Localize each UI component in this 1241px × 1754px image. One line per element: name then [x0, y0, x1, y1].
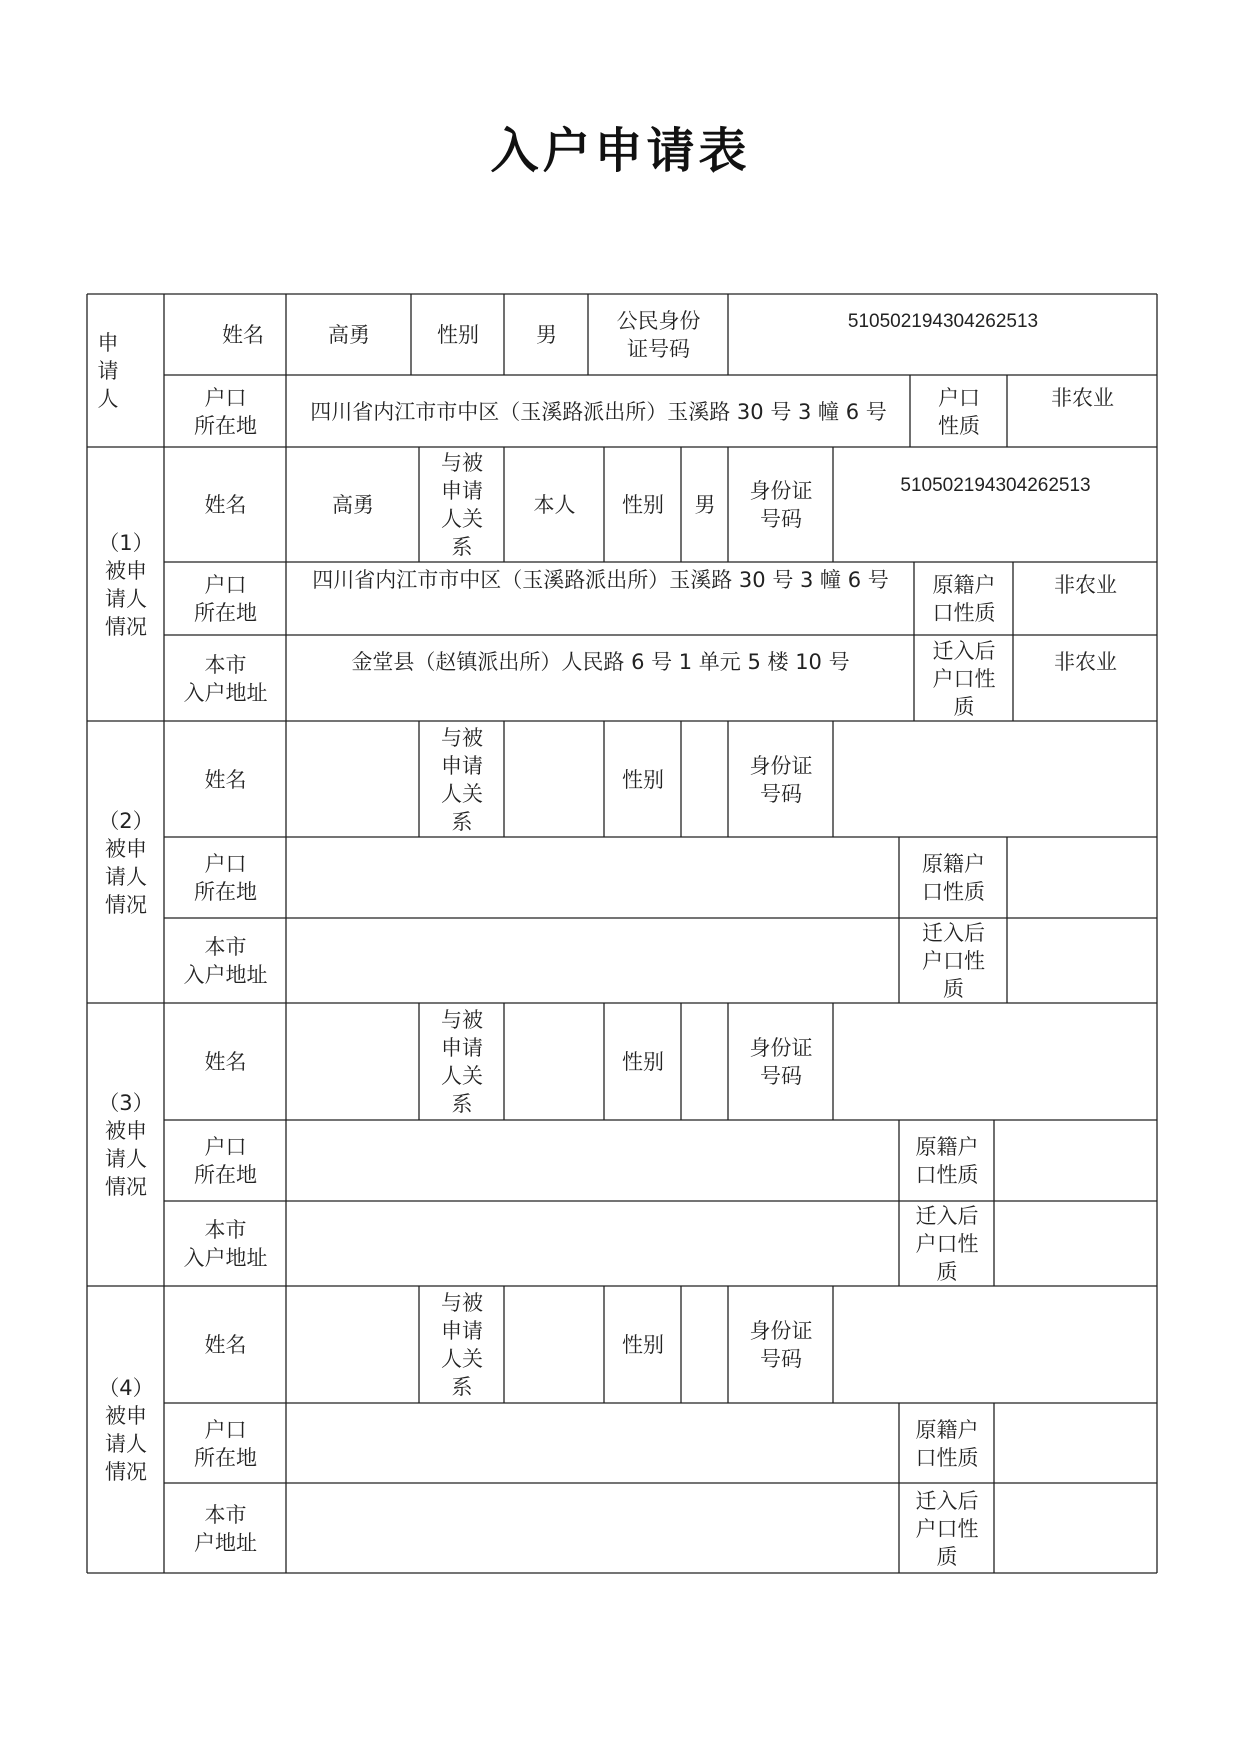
applicant-hukou-type-label: 户口 性质	[938, 385, 980, 438]
person3-gender-label: 性别	[622, 1050, 664, 1074]
person2-orig-type-field[interactable]	[1008, 838, 1157, 918]
person2-section-label: （2） 被申 请人 情况	[98, 808, 154, 917]
person3-name-label: 姓名	[204, 1050, 247, 1074]
person2-id-label: 身份证 号码	[749, 753, 813, 806]
applicant-id-field[interactable]: 510502194304262513	[847, 311, 1039, 332]
applicant-name-field[interactable]: 高勇	[328, 323, 370, 347]
person3-relation-label: 与被 申请 人关 系	[441, 1008, 483, 1116]
person2-hukou-label: 户口 所在地	[194, 852, 257, 904]
applicant-gender-label: 性别	[437, 323, 479, 347]
page-title: 入户申请表	[490, 123, 751, 179]
person4-new-type-label: 迁入后 户口性 质	[915, 1488, 979, 1569]
person4-new-type-field[interactable]	[995, 1484, 1157, 1573]
person3-orig-type-label: 原籍户 口性质	[915, 1135, 979, 1187]
person1-hukou-label: 户口 所在地	[194, 573, 257, 625]
person2-name-field[interactable]	[287, 722, 419, 837]
person3-orig-type-field[interactable]	[995, 1121, 1157, 1201]
person1-id-field[interactable]: 510502194304262513	[900, 475, 1091, 496]
person1-new-address-label: 本市 入户地址	[183, 652, 268, 705]
applicant-gender-field[interactable]: 男	[536, 323, 557, 347]
person1-orig-type-field[interactable]: 非农业	[1054, 573, 1117, 597]
person3-relation-field[interactable]	[505, 1004, 604, 1120]
person1-orig-type-label: 原籍户 口性质	[932, 573, 996, 625]
person4-relation-field[interactable]	[505, 1287, 604, 1403]
person3-id-label: 身份证 号码	[749, 1036, 813, 1088]
person3-new-address-label: 本市 入户地址	[183, 1218, 268, 1270]
applicant-hukou-type-field[interactable]: 非农业	[1051, 386, 1114, 410]
person4-name-label: 姓名	[204, 1333, 247, 1357]
applicant-name-label: 姓名	[222, 323, 264, 347]
person4-id-field[interactable]	[834, 1287, 1157, 1403]
person1-name-field[interactable]: 高勇	[332, 493, 374, 517]
applicant-section-label: 申 请 人	[97, 331, 119, 411]
person3-new-address-field[interactable]	[287, 1202, 899, 1286]
person2-id-field[interactable]	[834, 722, 1157, 837]
person4-orig-type-field[interactable]	[995, 1404, 1157, 1483]
applicant-hukou-label: 户口 所在地	[194, 385, 257, 438]
person4-hukou-label: 户口 所在地	[194, 1417, 257, 1470]
person1-name-label: 姓名	[204, 493, 247, 517]
person4-new-address-field[interactable]	[287, 1484, 899, 1573]
person3-new-type-label: 迁入后 户口性 质	[915, 1204, 979, 1284]
person1-new-address-field[interactable]: 金堂县（赵镇派出所）人民路 6 号 1 单元 5 楼 10 号	[351, 650, 850, 674]
applicant-hukou-field[interactable]: 四川省内江市市中区（玉溪路派出所）玉溪路 30 号 3 幢 6 号	[310, 399, 887, 424]
person2-relation-label: 与被 申请 人关 系	[441, 725, 483, 834]
person1-hukou-field[interactable]: 四川省内江市市中区（玉溪路派出所）玉溪路 30 号 3 幢 6 号	[312, 568, 889, 592]
person4-section-label: （4） 被申 请人 情况	[98, 1376, 154, 1484]
person4-relation-label: 与被 申请 人关 系	[441, 1291, 483, 1399]
person1-gender-label: 性别	[622, 493, 664, 517]
person2-new-type-label: 迁入后 户口性 质	[922, 921, 985, 1001]
person3-hukou-label: 户口 所在地	[194, 1135, 257, 1187]
person2-new-address-field[interactable]	[287, 919, 899, 1003]
person4-hukou-field[interactable]	[287, 1404, 899, 1483]
person2-new-address-label: 本市 入户地址	[183, 935, 268, 987]
person2-gender-field[interactable]	[682, 722, 728, 837]
person1-gender-field[interactable]: 男	[694, 493, 716, 517]
person1-new-type-label: 迁入后 户口性 质	[932, 638, 996, 719]
person1-relation-field[interactable]: 本人	[533, 493, 576, 517]
person3-id-field[interactable]	[834, 1004, 1157, 1120]
person4-id-label: 身份证 号码	[749, 1319, 813, 1371]
person4-name-field[interactable]	[287, 1287, 419, 1403]
person2-name-label: 姓名	[204, 767, 247, 792]
person3-new-type-field[interactable]	[995, 1202, 1157, 1286]
person3-gender-field[interactable]	[682, 1004, 728, 1120]
person4-orig-type-label: 原籍户 口性质	[915, 1417, 979, 1470]
person4-gender-field[interactable]	[682, 1287, 728, 1403]
person2-new-type-field[interactable]	[1008, 919, 1157, 1003]
person3-hukou-field[interactable]	[287, 1121, 899, 1201]
person4-gender-label: 性别	[622, 1333, 664, 1357]
person1-section-label: （1） 被申 请人 情况	[98, 530, 154, 639]
person3-section-label: （3） 被申 请人 情况	[98, 1091, 154, 1199]
applicant-id-label: 公民身份 证号码	[616, 309, 701, 361]
person4-new-address-label: 本市 户地址	[194, 1502, 257, 1555]
person1-relation-label: 与被 申请 人关 系	[441, 451, 483, 559]
person2-relation-field[interactable]	[505, 722, 604, 837]
person3-name-field[interactable]	[287, 1004, 419, 1120]
person2-hukou-field[interactable]	[287, 838, 899, 918]
person2-gender-label: 性别	[622, 767, 664, 792]
person2-orig-type-label: 原籍户 口性质	[922, 852, 985, 904]
person1-id-label: 身份证 号码	[749, 479, 813, 531]
person1-new-type-field[interactable]: 非农业	[1054, 650, 1117, 674]
